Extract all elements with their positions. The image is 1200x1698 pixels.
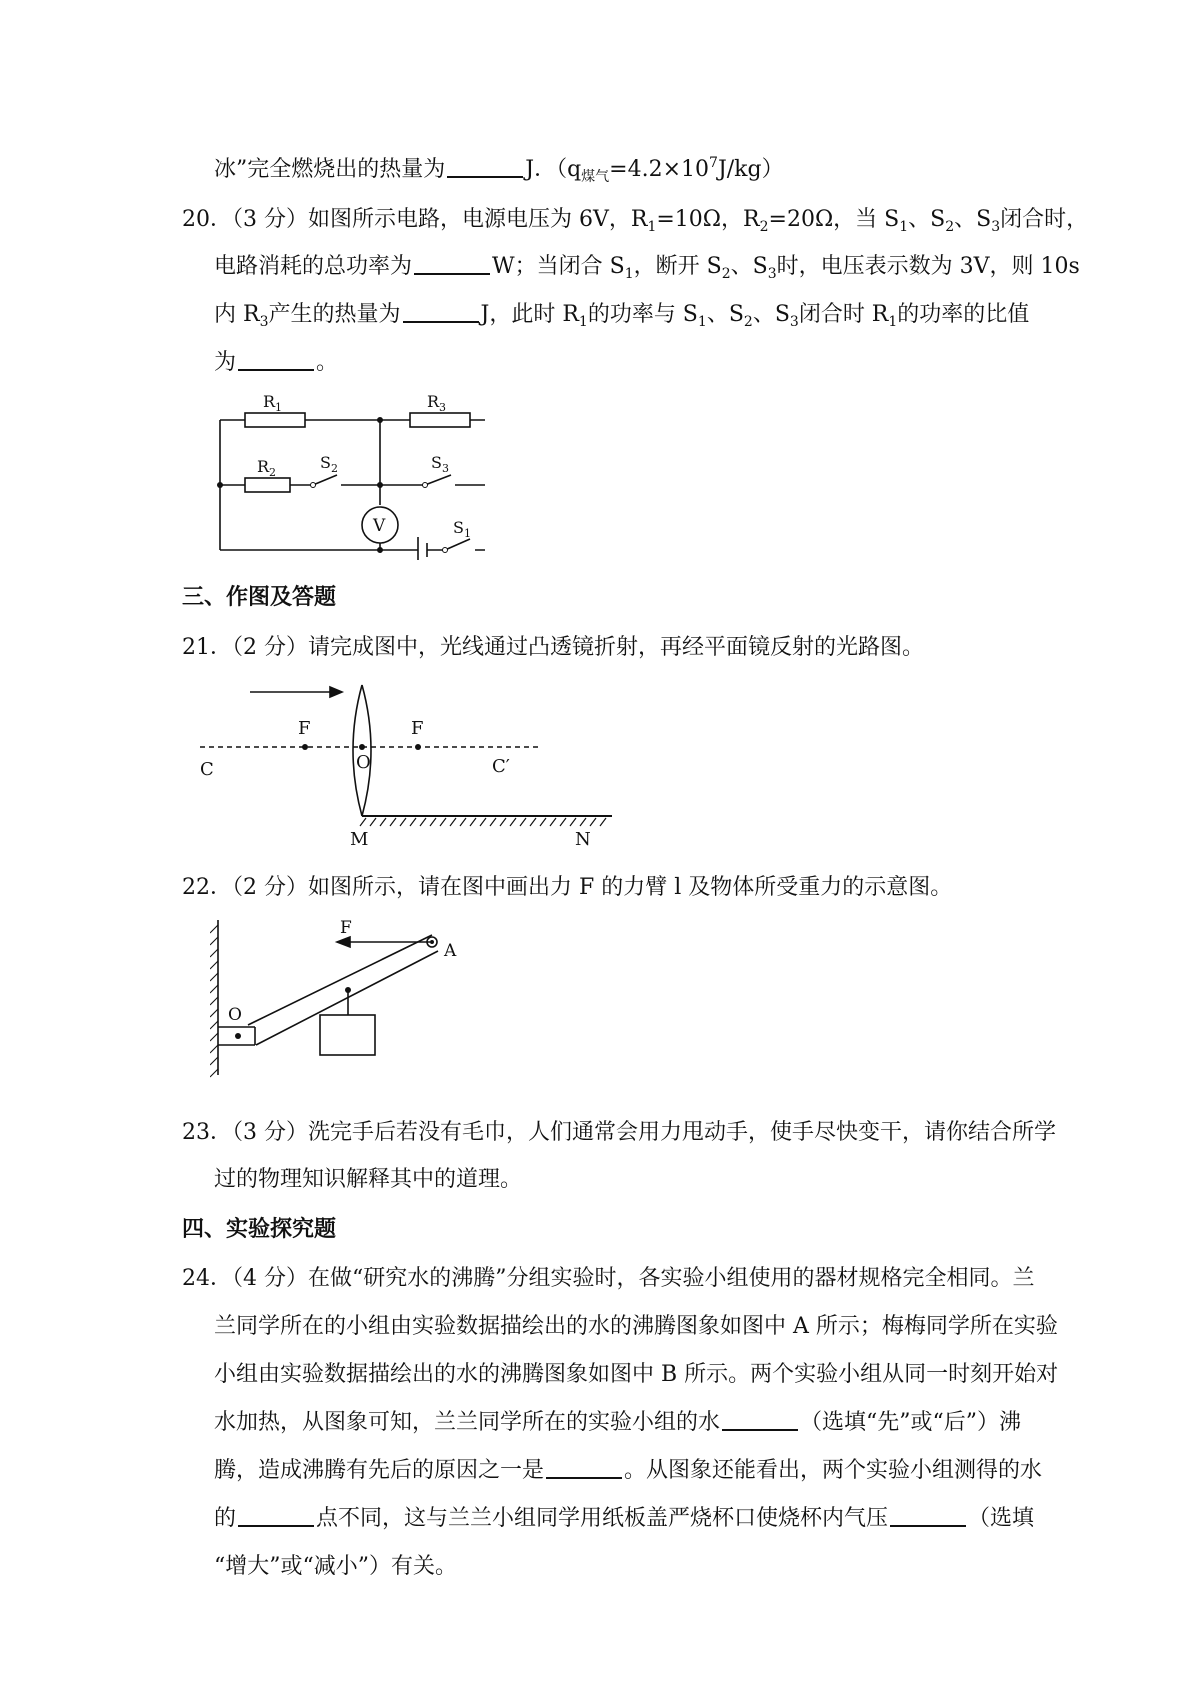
circuit-diagram xyxy=(205,385,485,560)
mirror-hatching xyxy=(360,818,606,826)
q23-line-2: 过的物理知识解释其中的道理。 xyxy=(214,1167,523,1192)
q24-line-4: 水加热，从图象可知，兰兰同学所在的实验小组的水 （选填“先”或“后”）沸 xyxy=(214,1410,1022,1435)
label-O: O xyxy=(356,752,371,773)
answer-blank[interactable] xyxy=(414,253,490,275)
label-C-prime: C′ xyxy=(492,756,510,777)
lens-diagram xyxy=(200,670,620,850)
q20-line-4: 为 。 xyxy=(214,350,339,375)
lever-diagram xyxy=(210,915,470,1080)
answer-blank[interactable] xyxy=(546,1457,622,1479)
q19-line: 冰”完全燃烧出的热量为 J．$(q_{煤气}=4.2\times 10^7J/kg)$ xyxy=(214,155,784,185)
label-F-right: F xyxy=(411,718,424,739)
label-S2: $S_2$ xyxy=(320,453,338,475)
label-N: N xyxy=(575,829,591,850)
label-S3: $S_3$ xyxy=(431,453,449,475)
label-R3: $R_3$ xyxy=(427,392,447,414)
label-A: A xyxy=(444,941,457,961)
answer-blank[interactable] xyxy=(238,1505,314,1527)
answer-blank[interactable] xyxy=(722,1409,798,1431)
answer-blank[interactable] xyxy=(447,156,523,178)
answer-blank[interactable] xyxy=(403,301,479,323)
q24-line-3: 小组由实验数据描绘出的水的沸腾图象如图中 B 所示。两个实验小组从同一时刻开始对 xyxy=(214,1362,1059,1387)
q24-line-1: 24．（4 分）在做“研究水的沸腾”分组实验时，各实验小组使用的器材规格完全相同。兰 xyxy=(182,1266,1035,1291)
q24-line-7: “增大”或“减小”）有关。 xyxy=(214,1554,457,1579)
wall-hatching xyxy=(210,925,218,1077)
q21-text: 21．（2 分）请完成图中，光线通过凸透镜折射，再经平面镜反射的光路图。 xyxy=(182,635,924,660)
label-F-left: F xyxy=(298,718,311,739)
q24-line-5: 腾，造成沸腾有先后的原因之一是 。从图象还能看出，两个实验小组测得的水 xyxy=(214,1458,1043,1483)
label-R1: $R_1$ xyxy=(263,392,283,414)
q20-line-1: 20．（3 分）如图所示电路，电源电压为 6V，$R_1=10\Omega$，$R_2=20\Omega$，当 $S_1$、$S_2$、$S_3$闭合时， xyxy=(182,207,1089,235)
label-M: M xyxy=(350,829,369,850)
q23-line-1: 23．（3 分）洗完手后若没有毛巾，人们通常会用力甩动手，使手尽快变干，请你结合所学 xyxy=(182,1120,1056,1145)
q20-line-3: 内 $R_3$产生的热量为 J，此时 $R_1$的功率与 $S_1$、$S_2$、$S_3$闭合时 $R_1$的功率的比值 xyxy=(214,302,1030,330)
q24-line-2: 兰同学所在的小组由实验数据描绘出的水的沸腾图象如图中 A 所示；梅梅同学所在实验 xyxy=(214,1314,1058,1339)
label-R2: $R_2$ xyxy=(257,457,277,479)
voltmeter-label: V xyxy=(373,516,386,536)
answer-blank[interactable] xyxy=(238,349,314,371)
label-F: F xyxy=(340,918,352,938)
section-heading-4: 四、实验探究题 xyxy=(182,1217,337,1242)
section-heading-3: 三、作图及答题 xyxy=(182,585,337,610)
q20-line-2: 电路消耗的总功率为 W；当闭合 $S_1$，断开 $S_2$、$S_3$时，电压表示数为 3V，则 10s xyxy=(214,254,1080,282)
q24-line-6: 的 点不同，这与兰兰小组同学用纸板盖严烧杯口使烧杯内气压 （选填 xyxy=(214,1506,1035,1531)
label-O: O xyxy=(228,1005,242,1025)
answer-blank[interactable] xyxy=(890,1505,966,1527)
label-S1: $S_1$ xyxy=(453,518,471,540)
label-C: C xyxy=(200,759,214,780)
q22-text: 22．（2 分）如图所示，请在图中画出力 F 的力臂 l 及物体所受重力的示意图。 xyxy=(182,875,953,900)
